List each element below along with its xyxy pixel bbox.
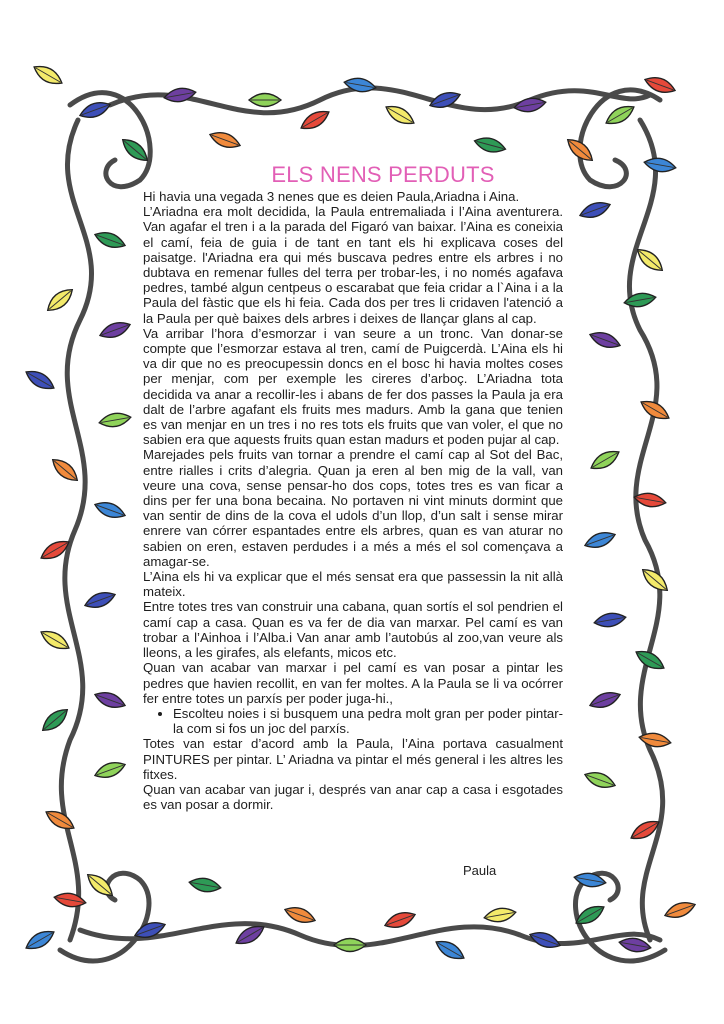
paragraph: Quan van acabar van jugar i, després van anar cap a casa i esgotades es van posar a dormir. bbox=[143, 781, 563, 813]
paragraph: L’Aina els hi va explicar que el més sensat era que passessin la nit allà mateix. bbox=[143, 569, 563, 600]
paragraph: Entre totes tres van construir una cabana, quan sortís el sol pendrien el camí cap a casa. Quan es va fer de dia van marxar. Pel camí es van trobar a l’Ainhoa i l’Alba.i Van anar amb l’autobús al zoo,van veure als lleons, a les girafes, als elefants, micos etc. bbox=[143, 599, 563, 661]
vine-bottom bbox=[80, 924, 660, 946]
paragraph: Totes van estar d’acord amb la Paula, l’Aina portava casualment PINTURES per pintar. L’ Ariadna va pintar el més general i les altres les fitxes. bbox=[143, 736, 563, 782]
paragraph: Quan van acabar van marxar i pel camí es van posar a pintar les pedres que havien recollit, en van fer moltes. A la Paula se li va ocórrer fer entre totes un parxís per poder juga-hi., bbox=[143, 660, 563, 706]
story-title: ELS NENS PERDUTS bbox=[271, 162, 495, 187]
paragraph: Va arribar l’hora d’esmorzar i van seure a un tronc. Van donar-se compte que l’esmorzar estava al tren, camí de Puigcerdà. L’Aina els hi va dir que no es preocupessin doncs en el bosc hi havia moltes coses per menjar, com per exemple les cireres d’arboç. L’Ariadna tota decidida va anar a recollir-les i abans de fer dos passes la Paula ja era dalt de l’arbre agafant els fruits mes madurs. Amb la gana que tenien es van menjar en un tres i no res tots els fruits que van voler, el que no sabien era que aquests fruits quan estan madurs et poden pujar al cap. bbox=[143, 325, 563, 448]
paragraph: L’Ariadna era molt decidida, la Paula entremaliada i l’Aina aventurera. Van agafar el tren i a la parada del Figaró van baixar. l’Aina es coneixia el camí, feia de guia i de tant en tant els hi explicava coses del paisatge. l'Ariadna era qui més buscava pedres entre els arbres i no dubtava en remenar fulles del terra per trobar-les, i no només agafava pedres, també algun centpeus o escarabat que feia cridar a l`Aina i a la Paula del fàstic que els hi feia. Cada dos per tres li cridaven l'atenció a la Paula per què baixes dels arbres i deixes de llançar glans al cap. bbox=[143, 204, 563, 326]
vine-right bbox=[629, 120, 662, 940]
story-text bbox=[143, 163, 563, 812]
dialogue-bullet: • Escolteu noies i si busquem una pedra molt gran per poder pintar-la com si fos un joc del parxís. bbox=[173, 706, 563, 736]
paragraph: Hi havia una vegada 3 nenes que es deien Paula,Ariadna i Aina. bbox=[143, 189, 520, 204]
dialogue-list bbox=[143, 706, 563, 736]
paragraph: Marejades pels fruits van tornar a prendre el camí cap al Sot del Bac, entre rialles i crits d’alegria. Quan ja eren al ben mig de la vall, van veure una cova, sense pensar-ho dos cops, totes tres es van ficar a dins per fer una bona becaina. No portaven ni vint minuts dormint que van sentir de dins de la cova el udols d’un llop, d’un salt i sense mirar enrere van córrer espantades entre els arbres, quan es van aturar no sabien on eren, estaven perdudes i a més a més el sol començava a amagar-se. bbox=[143, 447, 563, 569]
author-signature: Paula bbox=[463, 863, 497, 878]
